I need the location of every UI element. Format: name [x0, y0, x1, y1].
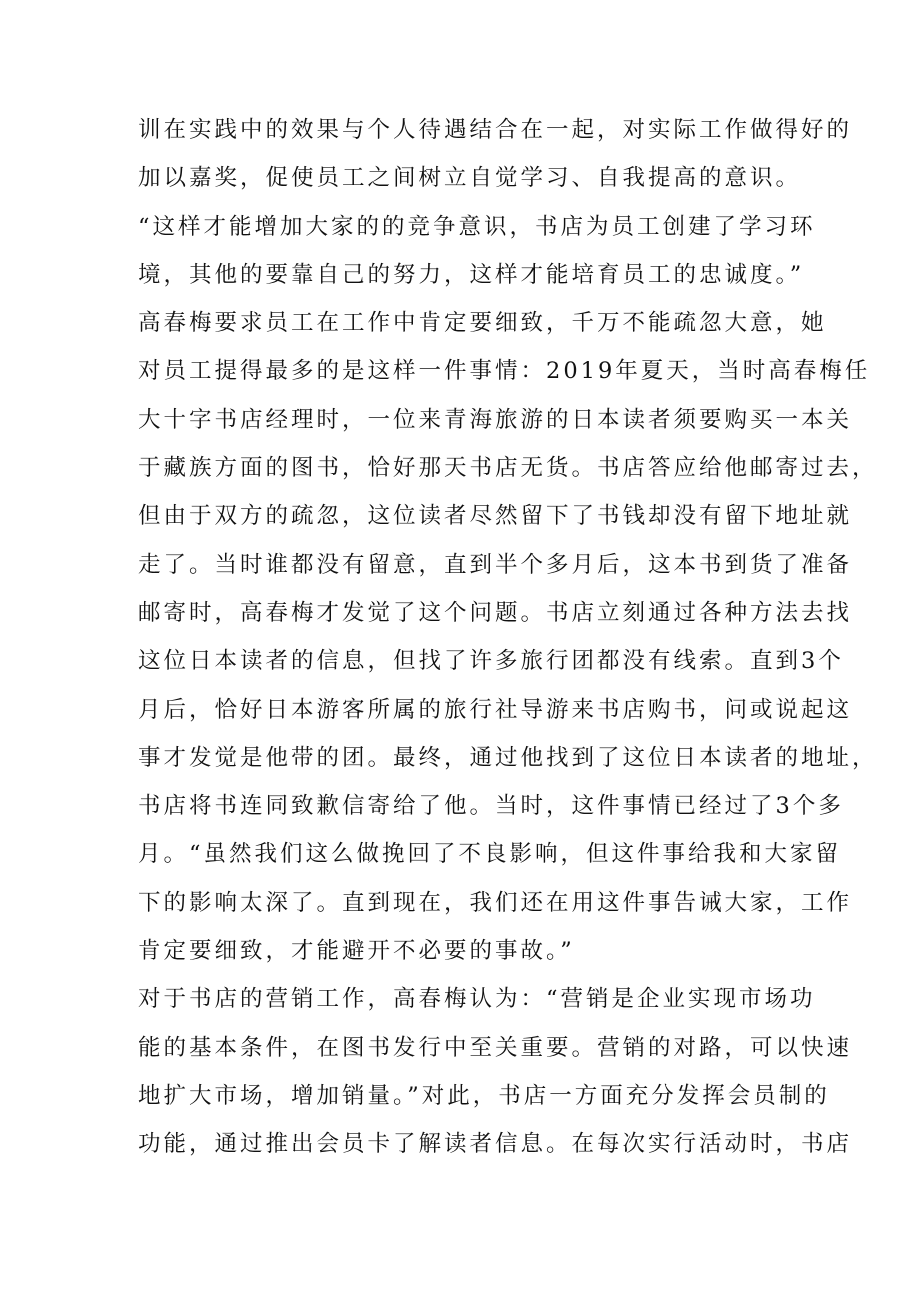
text-line-10: 走了。当时谁都没有留意，直到半个多月后，这本书到货了准备 [138, 551, 853, 578]
text-line-21: 地扩大市场，增加销量。”对此，书店一方面充分发挥会员制的 [138, 1082, 830, 1109]
text-line-17: 下的影响太深了。直到现在，我们还在用这件事告诫大家，工作 [138, 889, 853, 916]
text-line-14: 事才发觉是他带的团。最终，通过他找到了这位日本读者的地址， [138, 744, 878, 771]
text-line-12: 这位日本读者的信息，但找了许多旅行团都没有线索。直到3个 [138, 648, 844, 675]
text-line-11: 邮寄时，高春梅才发觉了这个问题。书店立刻通过各种方法去找 [138, 599, 853, 626]
text-line-5: 高春梅要求员工在工作中肯定要细致，千万不能疏忽大意，她 [138, 310, 827, 337]
text-line-20: 能的基本条件，在图书发行中至关重要。营销的对路，可以快速 [138, 1034, 853, 1061]
document-body [138, 106, 878, 1169]
text-line-6: 对员工提得最多的是这样一件事情：2019年夏天，当时高春梅任 [138, 358, 871, 385]
text-line-7: 大十字书店经理时，一位来青海旅游的日本读者须要购买一本关 [138, 406, 853, 433]
text-line-4: 境，其他的要靠自己的努力，这样才能培育员工的忠诚度。” [138, 261, 805, 288]
text-line-16: 月。“虽然我们这么做挽回了不良影响，但这件事给我和大家留 [138, 841, 842, 868]
text-line-3: “这样才能增加大家的的竞争意识，书店为员工创建了学习环 [138, 213, 816, 240]
text-line-22: 功能，通过推出会员卡了解读者信息。在每次实行活动时，书店 [138, 1131, 853, 1158]
text-line-8: 于藏族方面的图书，恰好那天书店无货。书店答应给他邮寄过去， [138, 455, 878, 482]
text-line-15: 书店将书连同致歉信寄给了他。当时，这件事情已经过了3个多 [138, 793, 844, 820]
text-line-1: 训在实践中的效果与个人待遇结合在一起，对实际工作做得好的 [138, 117, 853, 143]
text-line-2: 加以嘉奖，促使员工之间树立自觉学习、自我提高的意识。 [138, 165, 802, 192]
text-line-19: 对于书店的营销工作，高春梅认为：“营销是企业实现市场功 [138, 986, 816, 1013]
text-line-9: 但由于双方的疏忽，这位读者尽然留下了书钱却没有留下地址就 [138, 503, 853, 530]
text-line-18: 肯定要细致，才能避开不必要的事故。” [138, 938, 575, 965]
text-line-13: 月后，恰好日本游客所属的旅行社导游来书店购书，问或说起这 [138, 696, 853, 723]
